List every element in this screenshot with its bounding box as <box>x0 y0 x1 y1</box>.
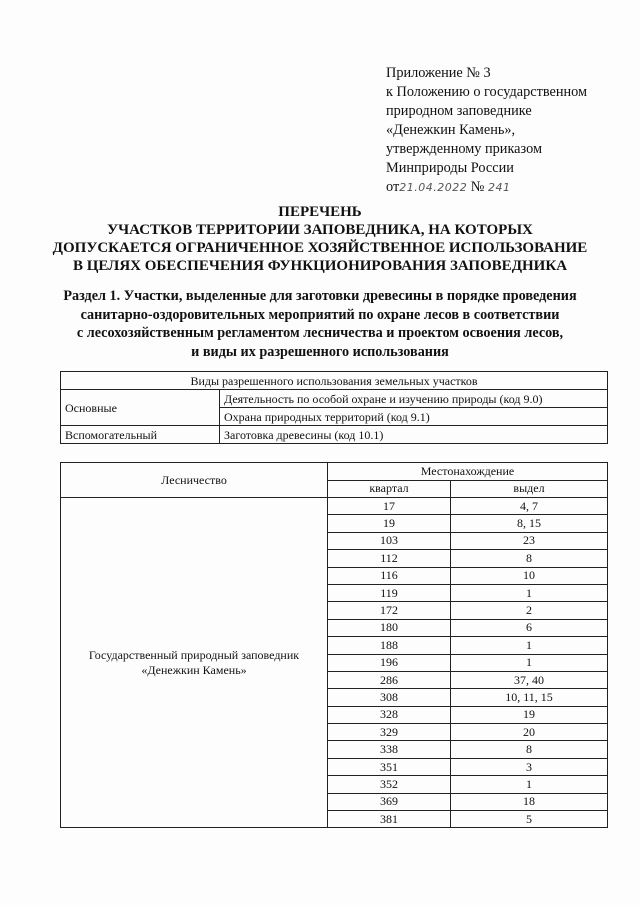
aux-usage-item: Заготовка древесины (код 10.1) <box>220 426 608 444</box>
vydel-cell: 18 <box>451 793 608 810</box>
vydel-cell: 1 <box>451 654 608 671</box>
col-header-kvartal: квартал <box>328 480 451 498</box>
vydel-cell: 8 <box>451 741 608 758</box>
forestry-name-cell <box>61 498 328 828</box>
main-usage-item: Деятельность по особой охране и изучению природы (код 9.0) <box>220 390 608 408</box>
section-line: Раздел 1. Участки, выделенные для заготовки древесины в порядке проведения <box>63 288 577 304</box>
forestry-name-line: «Денежкин Камень» <box>141 662 247 677</box>
section-heading <box>30 287 610 361</box>
appendix-line: к Положению о государственном <box>386 84 588 100</box>
vydel-cell: 19 <box>451 706 608 723</box>
kvartal-cell: 180 <box>328 619 451 636</box>
location-table <box>60 462 608 828</box>
vydel-cell: 1 <box>451 637 608 654</box>
col-header-vydel: выдел <box>451 480 608 498</box>
main-usage-label: Основные <box>61 390 220 426</box>
kvartal-cell: 103 <box>328 532 451 549</box>
vydel-cell: 8 <box>451 550 608 567</box>
vydel-cell: 10, 11, 15 <box>451 689 608 706</box>
vydel-cell: 4, 7 <box>451 498 608 515</box>
vydel-cell: 37, 40 <box>451 671 608 688</box>
title-line: УЧАСТКОВ ТЕРРИТОРИИ ЗАПОВЕДНИКА, НА КОТОРЫХ <box>107 222 533 238</box>
appendix-block <box>386 64 626 197</box>
vydel-cell: 5 <box>451 811 608 828</box>
usage-types-table <box>60 371 608 444</box>
kvartal-cell: 308 <box>328 689 451 706</box>
appendix-line: природном заповеднике <box>386 103 532 119</box>
kvartal-cell: 196 <box>328 654 451 671</box>
handwritten-date: 21.04.2022 <box>399 181 468 194</box>
kvartal-cell: 351 <box>328 758 451 775</box>
vydel-cell: 6 <box>451 619 608 636</box>
kvartal-cell: 116 <box>328 567 451 584</box>
vydel-cell: 10 <box>451 567 608 584</box>
section-line: с лесохозяйственным регламентом лесничества и проектом освоения лесов, <box>76 325 564 341</box>
date-prefix: от <box>386 179 400 195</box>
forestry-name-line: Государственный природный заповедник <box>88 647 300 662</box>
vydel-cell: 20 <box>451 724 608 741</box>
document-title <box>40 203 600 275</box>
appendix-date-line <box>386 178 626 197</box>
kvartal-cell: 352 <box>328 776 451 793</box>
kvartal-cell: 338 <box>328 741 451 758</box>
appendix-line: Приложение № 3 <box>386 65 491 81</box>
usage-table-header: Виды разрешенного использования земельных участков <box>61 372 608 390</box>
vydel-cell: 23 <box>451 532 608 549</box>
title-line: ДОПУСКАЕТСЯ ОГРАНИЧЕННОЕ ХОЗЯЙСТВЕННОЕ ИСПОЛЬЗОВАНИЕ <box>52 240 588 256</box>
title-line: В ЦЕЛЯХ ОБЕСПЕЧЕНИЯ ФУНКЦИОНИРОВАНИЯ ЗАПОВЕДНИКА <box>72 258 568 274</box>
col-header-location: Местонахождение <box>328 463 608 481</box>
kvartal-cell: 19 <box>328 515 451 532</box>
vydel-cell: 2 <box>451 602 608 619</box>
kvartal-cell: 119 <box>328 584 451 601</box>
number-label: № <box>470 179 485 195</box>
appendix-line: Минприроды России <box>386 160 514 176</box>
kvartal-cell: 286 <box>328 671 451 688</box>
kvartal-cell: 17 <box>328 498 451 515</box>
main-usage-item: Охрана природных территорий (код 9.1) <box>220 408 608 426</box>
vydel-cell: 1 <box>451 776 608 793</box>
kvartal-cell: 381 <box>328 811 451 828</box>
vydel-cell: 8, 15 <box>451 515 608 532</box>
vydel-cell: 3 <box>451 758 608 775</box>
handwritten-number: 241 <box>488 181 511 194</box>
kvartal-cell: 329 <box>328 724 451 741</box>
appendix-line: «Денежкин Камень», <box>386 122 516 138</box>
table-row <box>61 498 608 515</box>
section-line: санитарно-оздоровительных мероприятий по охране лесов в соответствии <box>80 306 560 323</box>
title-line: ПЕРЕЧЕНЬ <box>278 204 362 220</box>
kvartal-cell: 172 <box>328 602 451 619</box>
appendix-line: утвержденному приказом <box>386 141 543 157</box>
kvartal-cell: 112 <box>328 550 451 567</box>
aux-usage-label: Вспомогательный <box>61 426 220 444</box>
section-line: и виды их разрешенного использования <box>191 343 449 360</box>
kvartal-cell: 369 <box>328 793 451 810</box>
kvartal-cell: 188 <box>328 637 451 654</box>
vydel-cell: 1 <box>451 584 608 601</box>
col-header-forestry: Лесничество <box>61 463 328 498</box>
kvartal-cell: 328 <box>328 706 451 723</box>
location-table-body <box>61 498 608 828</box>
